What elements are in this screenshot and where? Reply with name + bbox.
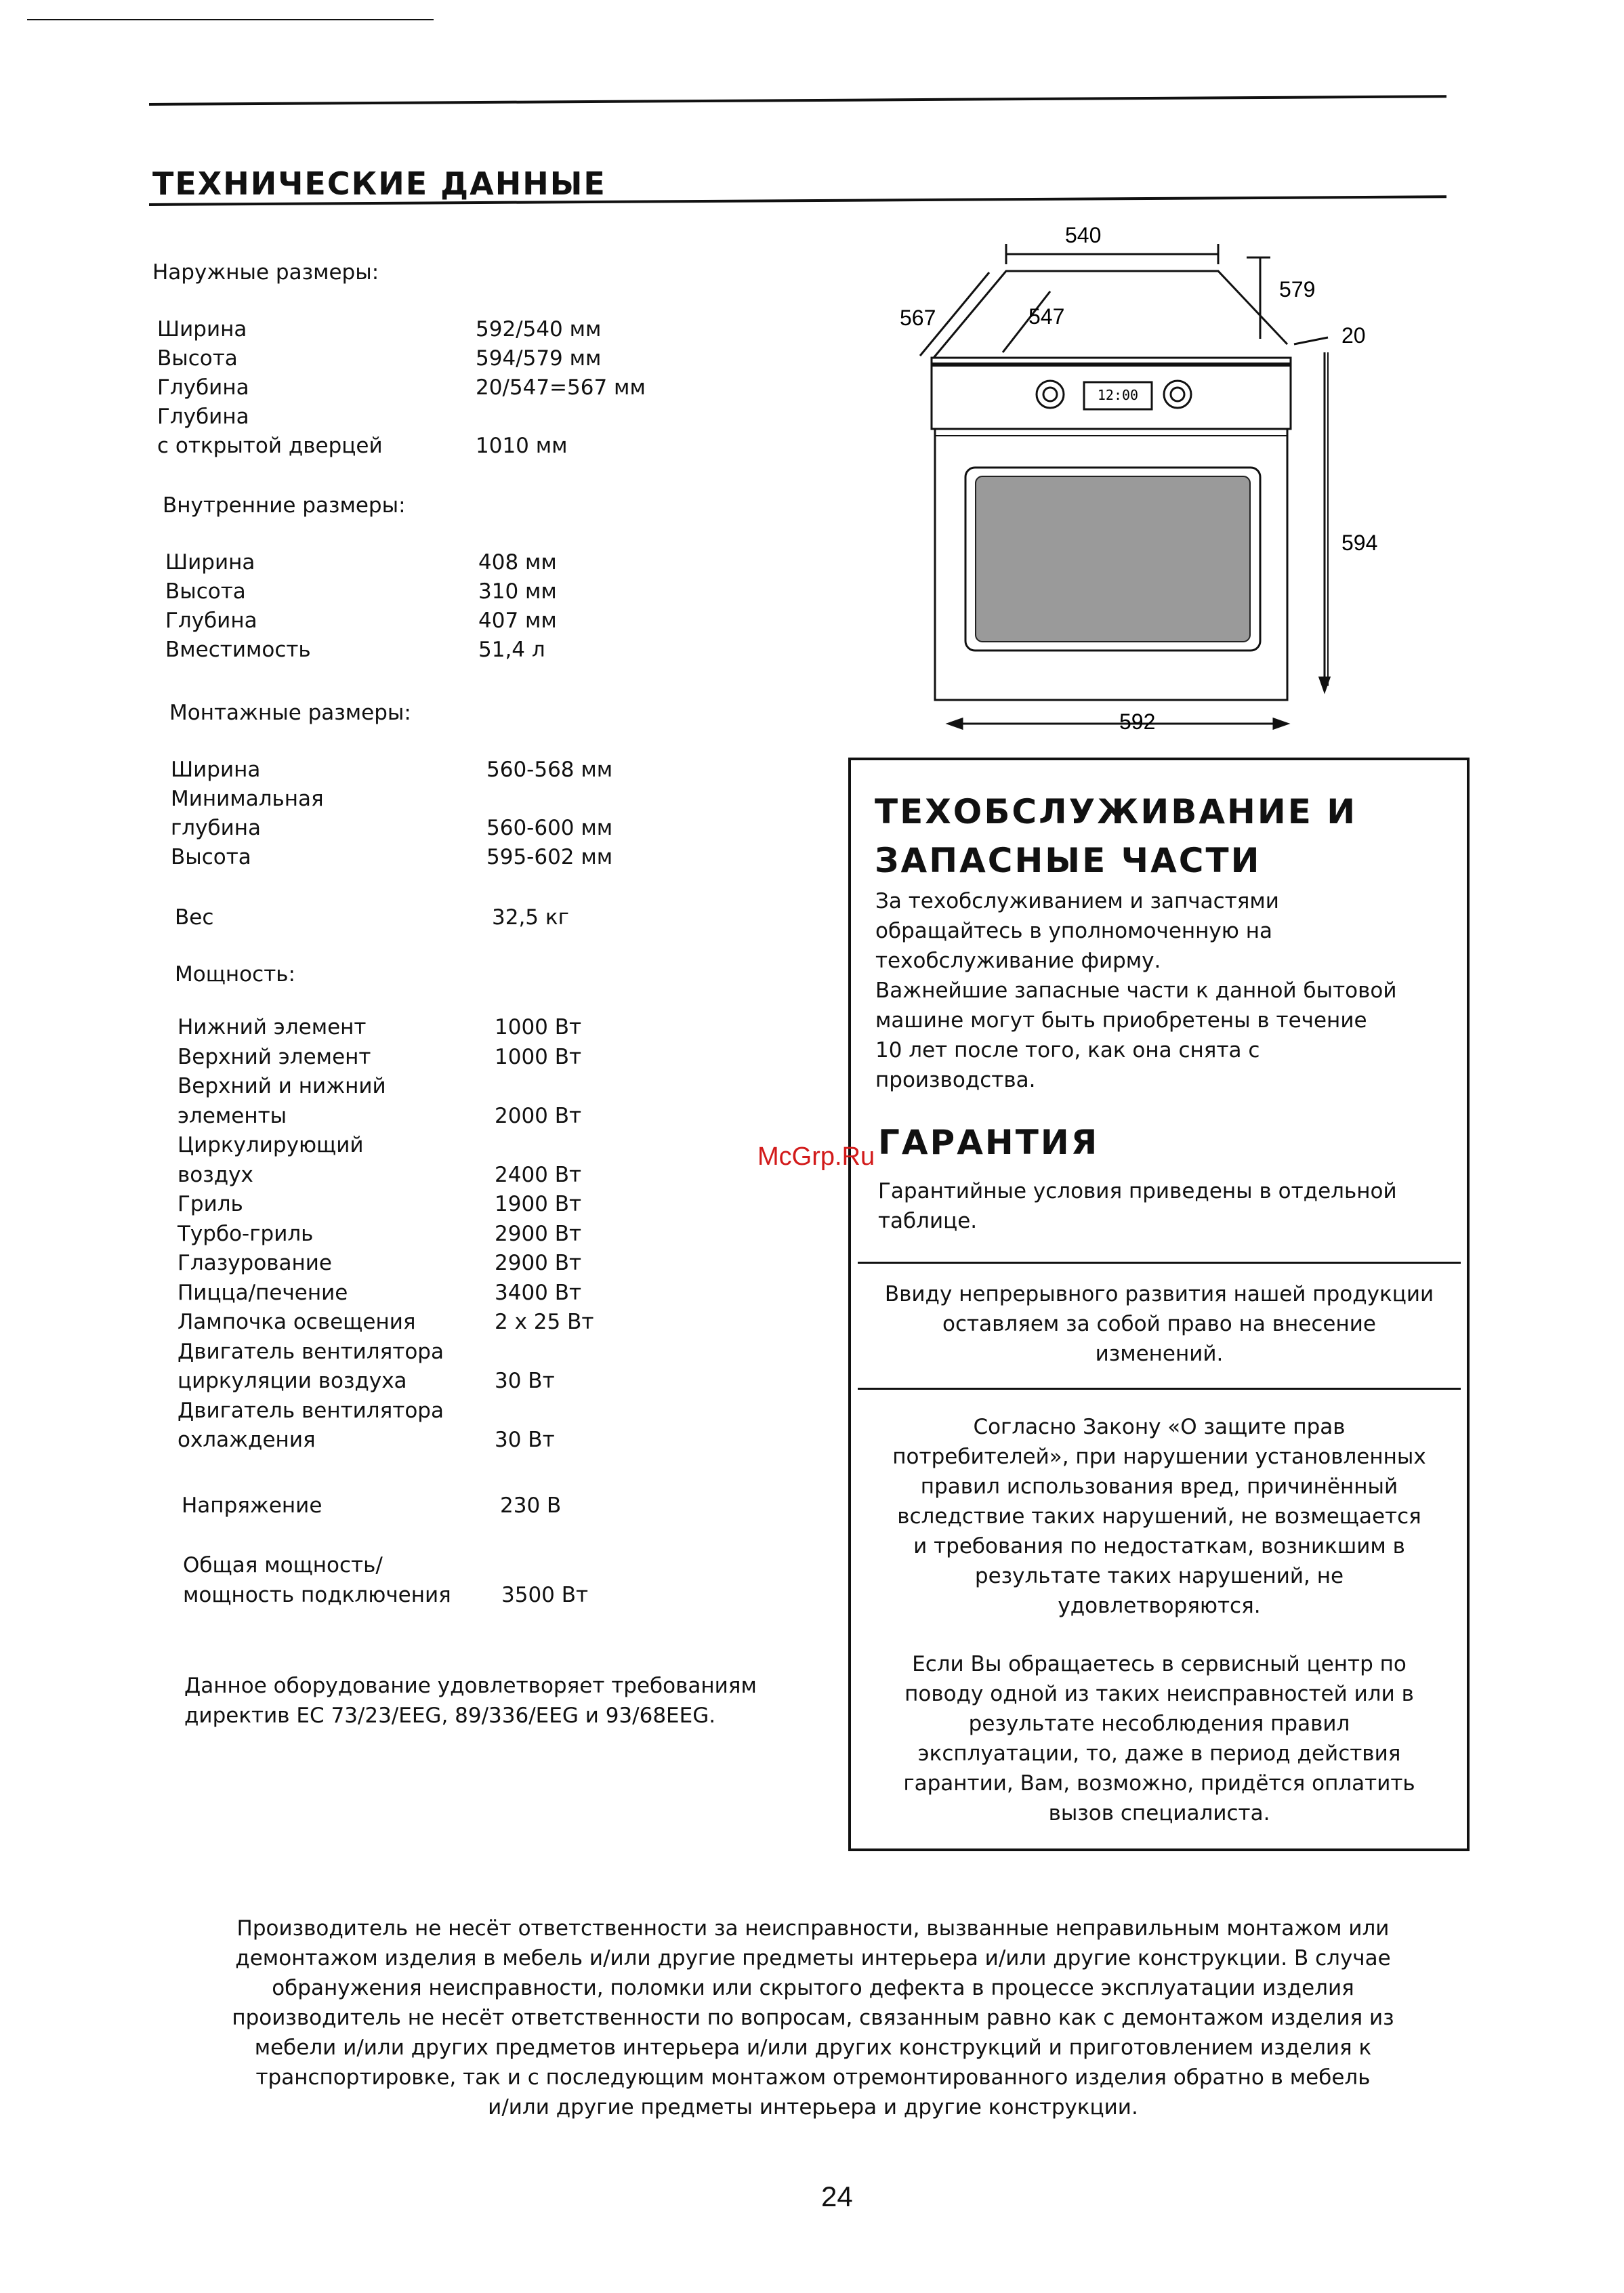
law-text-line: и требования по недостаткам, возникшим в xyxy=(913,1534,1405,1558)
power-spec-value: 1000 Вт xyxy=(495,1015,582,1039)
law-text-line: потребителей», при нарушении установленных xyxy=(892,1445,1426,1469)
power-spec-label: элементы xyxy=(178,1103,287,1128)
outer-spec-value: 594/579 мм xyxy=(476,346,602,371)
mount-spec-row xyxy=(171,758,613,782)
note-text xyxy=(858,1279,1461,1369)
power-heading: Мощность: xyxy=(175,962,295,987)
mount-spec-label: Высота xyxy=(171,845,251,869)
dim-540: 540 xyxy=(1065,223,1102,247)
total-power-label-1: Общая мощность/ xyxy=(183,1553,383,1577)
dim-594: 594 xyxy=(1341,531,1378,555)
mount-spec-row xyxy=(171,845,613,869)
power-spec-label: Турбо-гриль xyxy=(178,1221,314,1246)
inner-spec-row xyxy=(165,550,557,575)
power-spec-label: Верхний элемент xyxy=(178,1044,371,1069)
inner-spec-value: 408 мм xyxy=(478,550,557,575)
inner-spec-value: 407 мм xyxy=(478,608,557,633)
box-divider-2 xyxy=(858,1388,1461,1390)
mount-spec-label: Ширина xyxy=(171,758,261,782)
dim-592: 592 xyxy=(1119,709,1156,734)
mount-spec-value: 595-602 мм xyxy=(486,845,613,869)
footer-text-line: Производитель не несёт ответственности за неисправности, вызванные неправильным монтажом или xyxy=(236,1916,1390,1941)
directive-text-2: директив ЕС 73/23/EEG, 89/336/EEG и 93/68EEG. xyxy=(184,1703,716,1728)
display-readout: 12:00 xyxy=(1097,387,1139,403)
service-center-text-line: вызов специалиста. xyxy=(1048,1801,1270,1825)
mount-spec-label: глубина xyxy=(171,816,261,840)
service-text-line: производства. xyxy=(875,1068,1036,1092)
power-spec-label: Лампочка освещения xyxy=(178,1310,416,1334)
mount-spec-label: Минимальная xyxy=(171,787,324,811)
power-spec-label: Нижний элемент xyxy=(178,1015,367,1039)
mount-spec-row xyxy=(171,787,324,811)
inner-spec-row xyxy=(165,608,557,633)
service-text-line: Важнейшие запасные части к данной бытовой xyxy=(875,978,1397,1003)
power-spec-row xyxy=(178,1399,444,1423)
left-knob-icon xyxy=(1037,381,1064,408)
note-text-line: оставляем за собой право на внесение xyxy=(942,1312,1376,1336)
power-spec-label: Двигатель вентилятора xyxy=(178,1339,444,1364)
footer-text-line: транспортировке, так и с последующим монтажом отремонтированного изделия обратно в мебель xyxy=(255,2065,1371,2090)
power-spec-label: Пицца/печение xyxy=(178,1280,348,1305)
footer-text-line: обранужения неисправности, поломки или скрытого дефекта в процессе эксплуатации изделия xyxy=(272,1976,1354,2000)
inner-spec-label: Ширина xyxy=(165,550,255,575)
outer-spec-row xyxy=(157,434,568,458)
outer-dimensions-heading: Наружные размеры: xyxy=(152,260,379,285)
power-spec-row xyxy=(178,1162,582,1187)
mount-spec-value: 560-600 мм xyxy=(486,816,613,840)
footer-text-line: производитель не несёт ответственности по вопросам, связанным равно как с демонтажом изделия из xyxy=(232,2006,1394,2030)
power-spec-label: воздух xyxy=(178,1162,253,1187)
directive-text-1: Данное оборудование удовлетворяет требованиям xyxy=(184,1674,757,1698)
service-center-text-line: гарантии, Вам, возможно, придётся оплатить xyxy=(903,1771,1415,1796)
total-power-label-2: мощность подключения xyxy=(183,1583,451,1607)
power-spec-value: 2 x 25 Вт xyxy=(495,1310,594,1334)
power-spec-row xyxy=(178,1103,582,1128)
power-spec-label: Глазурование xyxy=(178,1251,332,1275)
inner-spec-label: Вместимость xyxy=(165,638,311,662)
inner-dimensions-heading: Внутренние размеры: xyxy=(163,493,406,518)
service-text-line: За техобслуживанием и запчастями xyxy=(875,889,1279,913)
inner-spec-value: 51,4 л xyxy=(478,638,545,662)
dim-547: 547 xyxy=(1028,304,1065,329)
outer-spec-value: 20/547=567 мм xyxy=(476,375,646,400)
warranty-title: ГАРАНТИЯ xyxy=(878,1123,1100,1162)
power-spec-label: циркуляции воздуха xyxy=(178,1369,407,1393)
dim-579: 579 xyxy=(1279,277,1316,302)
inner-spec-label: Высота xyxy=(165,579,246,604)
header-rule-top xyxy=(149,95,1446,106)
service-center-text-line: поводу одной из таких неисправностей или в xyxy=(904,1682,1414,1706)
power-spec-row xyxy=(178,1280,582,1305)
warranty-text-line: Гарантийные условия приведены в отдельной xyxy=(878,1179,1397,1203)
service-title-1: ТЕХОБСЛУЖИВАНИЕ И xyxy=(875,792,1358,831)
outer-spec-row xyxy=(157,405,249,429)
power-spec-label: охлаждения xyxy=(178,1428,316,1452)
footer-text-line: демонтажом изделия в мебель и/или другие предметы интерьера и/или другие конструкции. В случае xyxy=(235,1946,1391,1970)
dim-20: 20 xyxy=(1341,323,1366,348)
service-title-2: ЗАПАСНЫЕ ЧАСТИ xyxy=(875,841,1262,880)
outer-spec-value: 1010 мм xyxy=(476,434,568,458)
power-spec-label: Циркулирующий xyxy=(178,1133,364,1157)
weight-row xyxy=(175,905,569,930)
power-spec-row xyxy=(178,1428,555,1452)
total-power-row-2 xyxy=(183,1583,589,1607)
footer-disclaimer xyxy=(136,1914,1491,2122)
outer-spec-label: с открытой дверцей xyxy=(157,434,383,458)
total-power-row-1 xyxy=(183,1553,383,1577)
power-spec-value: 2900 Вт xyxy=(495,1221,582,1246)
outer-spec-label: Глубина xyxy=(157,375,249,400)
top-scan-line xyxy=(27,19,434,20)
warranty-text-line: таблице. xyxy=(878,1209,978,1233)
inner-spec-value: 310 мм xyxy=(478,579,557,604)
power-spec-value: 2900 Вт xyxy=(495,1251,582,1275)
right-knob-icon xyxy=(1164,381,1191,408)
power-spec-label: Гриль xyxy=(178,1192,243,1216)
page-title: ТЕХНИЧЕСКИЕ ДАННЫЕ xyxy=(152,165,606,202)
oven-top-outline xyxy=(934,271,1287,358)
page-number: 24 xyxy=(821,2181,853,2212)
power-spec-row xyxy=(178,1340,444,1364)
warranty-text xyxy=(878,1176,1461,1236)
power-spec-value: 1900 Вт xyxy=(495,1192,582,1216)
power-spec-value: 3400 Вт xyxy=(495,1280,582,1305)
service-center-text-line: Если Вы обращаетесь в сервисный центр по xyxy=(912,1652,1407,1676)
service-text-line: 10 лет после того, как она снята с xyxy=(875,1038,1260,1062)
power-spec-value: 2400 Вт xyxy=(495,1162,582,1187)
service-text xyxy=(875,886,1458,1095)
service-text-line: машине могут быть приобретены в течение xyxy=(875,1008,1367,1033)
law-text-line: вследствие таких нарушений, не возмещается xyxy=(897,1504,1421,1529)
total-power-value: 3500 Вт xyxy=(501,1583,589,1607)
power-spec-row xyxy=(178,1221,582,1246)
inner-spec-row xyxy=(165,579,557,604)
law-text xyxy=(858,1412,1461,1621)
inner-spec-label: Глубина xyxy=(165,608,257,633)
law-text-line: удовлетворяются. xyxy=(1058,1594,1261,1618)
footer-text-line: и/или другие предметы интерьера и другие конструкции. xyxy=(488,2095,1138,2120)
inner-spec-row xyxy=(165,638,545,662)
service-box xyxy=(848,758,1470,1851)
outer-spec-label: Ширина xyxy=(157,317,247,342)
note-text-line: изменений. xyxy=(1095,1342,1224,1366)
voltage-row xyxy=(182,1493,562,1518)
power-spec-row xyxy=(178,1192,582,1216)
service-text-line: техобслуживание фирму. xyxy=(875,949,1161,973)
service-center-text-line: эксплуатации, то, даже в период действия xyxy=(917,1741,1401,1766)
service-center-text xyxy=(858,1649,1461,1828)
mount-dimensions-heading: Монтажные размеры: xyxy=(169,701,411,725)
note-text-line: Ввиду непрерывного развития нашей продукции xyxy=(884,1282,1434,1306)
power-spec-label: Верхний и нижний xyxy=(178,1074,386,1098)
outer-spec-label: Высота xyxy=(157,346,238,371)
power-spec-row xyxy=(178,1044,582,1069)
mount-spec-value: 560-568 мм xyxy=(486,758,613,782)
law-text-line: Согласно Закону «О защите прав xyxy=(973,1415,1346,1439)
power-spec-value: 2000 Вт xyxy=(495,1103,582,1128)
power-spec-value: 30 Вт xyxy=(495,1428,555,1452)
law-text-line: правил использования вред, причинённый xyxy=(920,1474,1398,1499)
outer-spec-row xyxy=(157,346,602,371)
outer-spec-row xyxy=(157,317,602,342)
outer-spec-label: Глубина xyxy=(157,405,249,429)
outer-spec-value: 592/540 мм xyxy=(476,317,602,342)
service-center-text-line: результате несоблюдения правил xyxy=(968,1712,1350,1736)
power-spec-row xyxy=(178,1251,582,1275)
weight-label: Вес xyxy=(175,905,214,930)
service-text-line: обращайтесь в уполномоченную на xyxy=(875,919,1272,943)
voltage-value: 230 В xyxy=(500,1493,562,1518)
law-text-line: результате таких нарушений, не xyxy=(974,1564,1344,1588)
power-spec-value: 30 Вт xyxy=(495,1369,555,1393)
power-spec-label: Двигатель вентилятора xyxy=(178,1398,444,1423)
power-spec-row xyxy=(178,1074,386,1098)
oven-dimension-diagram xyxy=(881,217,1409,745)
oven-window-glass xyxy=(976,476,1250,642)
dim-567: 567 xyxy=(900,306,936,330)
power-spec-row xyxy=(178,1310,594,1334)
watermark: McGrp.Ru xyxy=(757,1142,875,1171)
weight-value: 32,5 кг xyxy=(492,905,569,930)
power-spec-value: 1000 Вт xyxy=(495,1044,582,1069)
mount-spec-row xyxy=(171,816,613,840)
power-spec-row xyxy=(178,1369,555,1393)
power-spec-row xyxy=(178,1133,364,1157)
voltage-label: Напряжение xyxy=(182,1493,322,1518)
outer-spec-row xyxy=(157,375,646,400)
box-divider-1 xyxy=(858,1262,1461,1264)
power-spec-row xyxy=(178,1015,582,1039)
footer-text-line: мебели и/или других предметов интерьера и/или других конструкций и приготовлением изделия к xyxy=(254,2036,1372,2060)
